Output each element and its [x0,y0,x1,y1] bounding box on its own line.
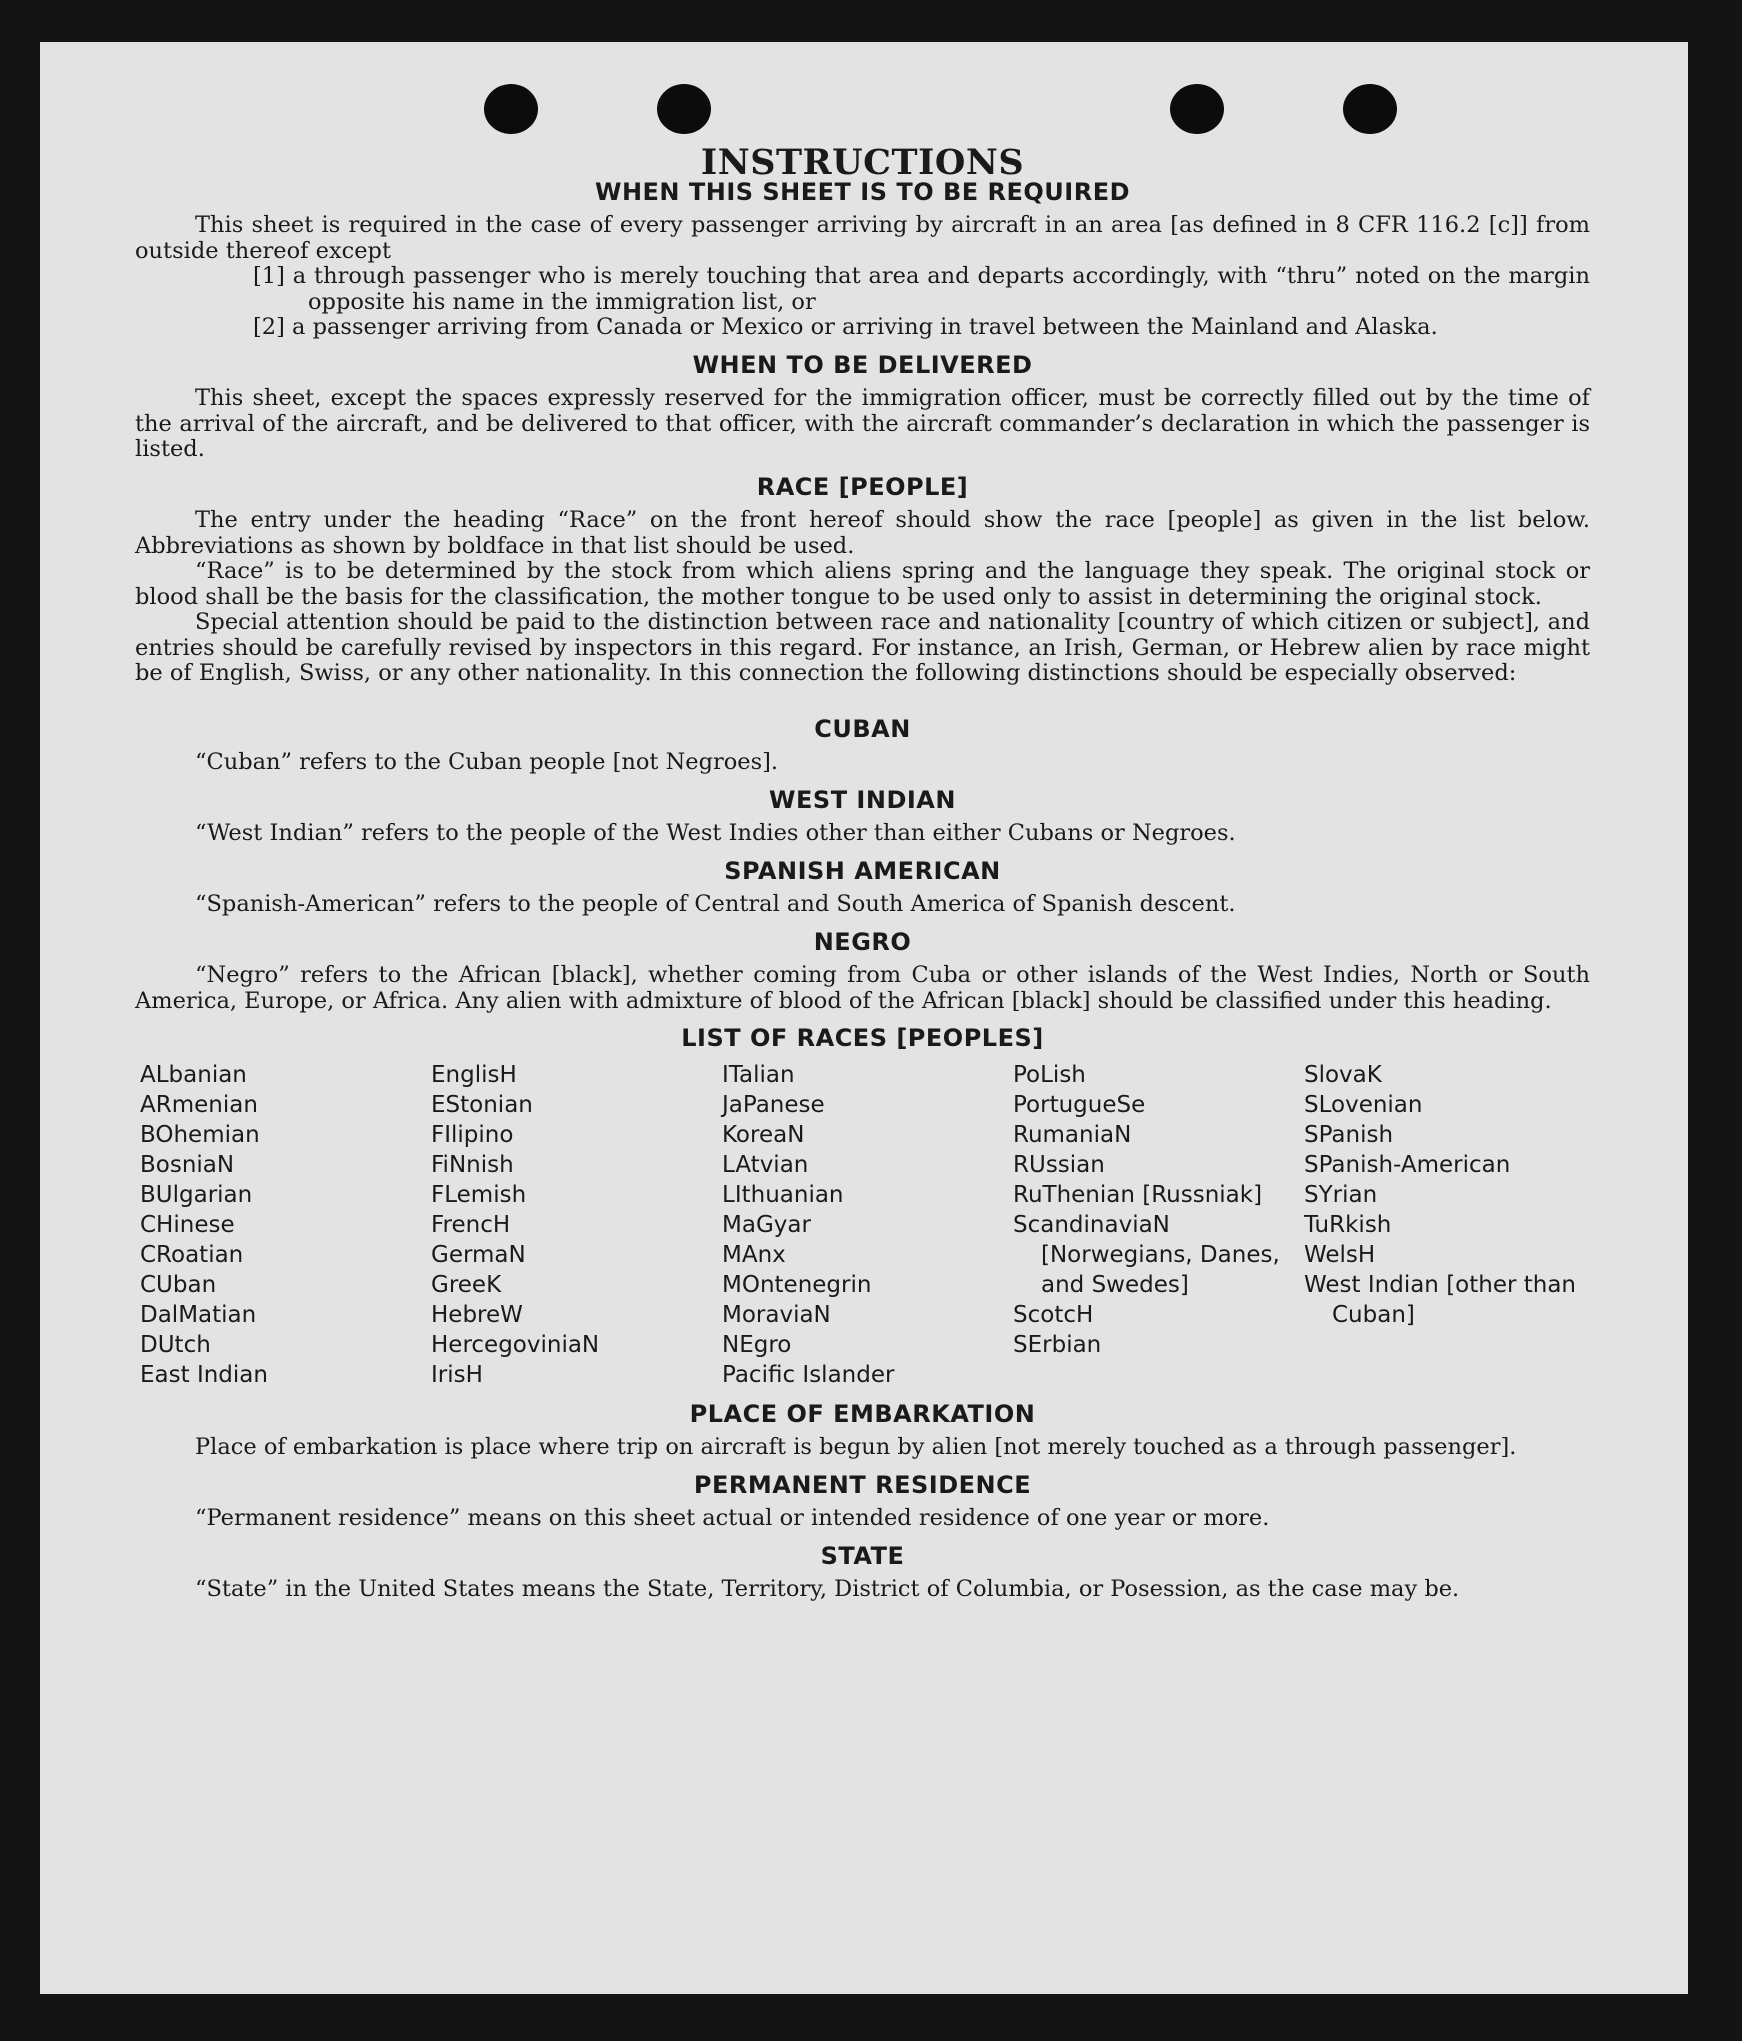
race-entry: CHinese [140,1211,235,1238]
heading-state: STATE [820,1541,905,1570]
race-entry: ScotcH [1013,1301,1094,1328]
race-entry: ALbanian [140,1061,247,1088]
heading-list-of-races: LIST OF RACES [PEOPLES] [681,1024,1044,1052]
instruction-sheet [40,42,1688,1994]
race-paragraph-2: “Race” is to be determined by the stock from which aliens spring and the language they speak. The original stock or blood shall be the basis for the classification, the mother tongue to be used only to assist in determining the original stock. [135,558,1590,610]
cuban-text: “Cuban” refers to the Cuban people [not Negroes]. [195,749,779,775]
race-entry: SYrian [1304,1181,1378,1208]
punch-hole [1170,84,1224,134]
race-entry: TuRkish [1304,1211,1392,1238]
race-entry: RumaniaN [1013,1121,1132,1148]
race-entry: DalMatian [140,1301,257,1328]
document-body [135,142,1590,1603]
race-entry: BOhemian [140,1121,260,1148]
race-entry: SlovaK [1304,1061,1382,1088]
heading-race: RACE [PEOPLE] [756,472,969,501]
race-entry: SErbian [1013,1331,1102,1358]
exception-item-2: [2] a passenger arriving from Canada or Mexico or arriving in travel between the Mainland and Alaska. [253,314,1438,340]
race-entry: EStonian [431,1091,533,1118]
race-entry: FiNnish [431,1151,514,1178]
punch-hole [657,84,711,134]
race-entry: LIthuanian [722,1181,844,1208]
race-entry: MoraviaN [722,1301,831,1328]
west-indian-text: “West Indian” refers to the people of the West Indies other than either Cubans or Negroes. [195,820,1236,846]
race-entry: NEgro [722,1331,792,1358]
residence-text: “Permanent residence” means on this sheet actual or intended residence of one year or more. [195,1505,1270,1531]
race-entry: ScandinaviaN [Norwegians, Danes, and Swedes] [1013,1211,1280,1298]
race-entry: FLemish [431,1181,527,1208]
heading-permanent-residence: PERMANENT RESIDENCE [693,1470,1032,1499]
state-text: “State” in the United States means the State, Territory, District of Columbia, or Posession, as the case may be. [195,1576,1460,1602]
race-entry: SPanish [1304,1121,1394,1148]
embarkation-text: Place of embarkation is place where trip on aircraft is begun by alien [not merely touched as a through passenger]. [195,1434,1517,1460]
races-column-2 [431,1060,722,1390]
race-entry: HercegoviniaN [431,1331,600,1358]
heading-cuban: CUBAN [814,714,911,743]
races-column-3 [722,1060,1013,1390]
race-entry: FIlipino [431,1121,514,1148]
negro-text: “Negro” refers to the African [black], whether coming from Cuba or other islands of the West Indies, North or South America, Europe, or Africa. Any alien with admixture of blood of the African [black] should be classified under this heading. [135,962,1590,1014]
race-entry: SPanish-American [1304,1151,1511,1178]
race-entry: GermaN [431,1241,526,1268]
race-paragraph-3: Special attention should be paid to the distinction between race and nationality [country of which citizen or subject], and entries should be carefully revised by inspectors in this regard. For instance, an Irish, German, or Hebrew alien by race might be of English, Swiss, or any other nationality. In this connection the following distinctions should be especially observed: [135,609,1590,686]
race-entry: ARmenian [140,1091,258,1118]
race-entry: PortugueSe [1013,1091,1146,1118]
race-entry: EnglisH [431,1061,517,1088]
race-entry: JaPanese [722,1091,825,1118]
race-entry: LAtvian [722,1151,809,1178]
spanish-american-text: “Spanish-American” refers to the people of Central and South America of Spanish descent. [195,891,1236,917]
race-entry: CUban [140,1271,217,1298]
race-entry: East Indian [140,1361,268,1388]
race-entry: MOntenegrin [722,1271,872,1298]
page-title: INSTRUCTIONS [700,142,1025,183]
race-entry: West Indian [other than Cuban] [1304,1271,1577,1328]
heading-west-indian: WEST INDIAN [769,785,956,814]
race-entry: ITalian [722,1061,795,1088]
race-entry: MAnx [722,1241,786,1268]
race-entry: BosniaN [140,1151,235,1178]
race-entry: PoLish [1013,1061,1086,1088]
race-entry: DUtch [140,1331,211,1358]
race-entry: HebreW [431,1301,523,1328]
heading-place-of-embarkation: PLACE OF EMBARKATION [689,1399,1036,1428]
race-paragraph-1: The entry under the heading “Race” on the front hereof should show the race [people] as given in the list below. Abbreviations as shown by boldface in that list should be used. [135,507,1590,559]
punch-hole [484,84,538,134]
race-entry: CRoatian [140,1241,244,1268]
exception-item-1: [1] a through passenger who is merely touching that area and departs accordingly, with “thru” noted on the margin opposite his name in the immigration list, or [253,263,1590,315]
race-entry: BUlgarian [140,1181,253,1208]
heading-spanish-american: SPANISH AMERICAN [724,856,1001,885]
delivered-text: This sheet, except the spaces expressly reserved for the immigration officer, must be correctly filled out by the time of the arrival of the aircraft, and be delivered to that officer, with the aircraft commander’s declaration in which the passenger is listed. [135,385,1590,462]
races-column-1 [140,1060,431,1390]
races-column-5 [1304,1060,1595,1390]
heading-when-required: WHEN THIS SHEET IS TO BE REQUIRED [594,177,1131,206]
race-entry: KoreaN [722,1121,805,1148]
punch-hole [1343,84,1397,134]
race-entry: FrencH [431,1211,511,1238]
races-list [140,1060,1590,1390]
races-column-4 [1013,1060,1304,1390]
race-entry: Pacific Islander [722,1361,895,1388]
race-entry: SLovenian [1304,1091,1423,1118]
heading-when-delivered: WHEN TO BE DELIVERED [692,350,1033,379]
race-entry: GreeK [431,1271,502,1298]
race-entry: RuThenian [Russniak] [1013,1181,1263,1208]
race-entry: IrisH [431,1361,483,1388]
race-entry: RUssian [1013,1151,1105,1178]
race-entry: WelsH [1304,1241,1376,1268]
heading-negro: NEGRO [813,927,912,956]
required-intro: This sheet is required in the case of every passenger arriving by aircraft in an area [as defined in 8 CFR 116.2 [c]] from outside thereof except [135,212,1590,264]
race-entry: MaGyar [722,1211,811,1238]
